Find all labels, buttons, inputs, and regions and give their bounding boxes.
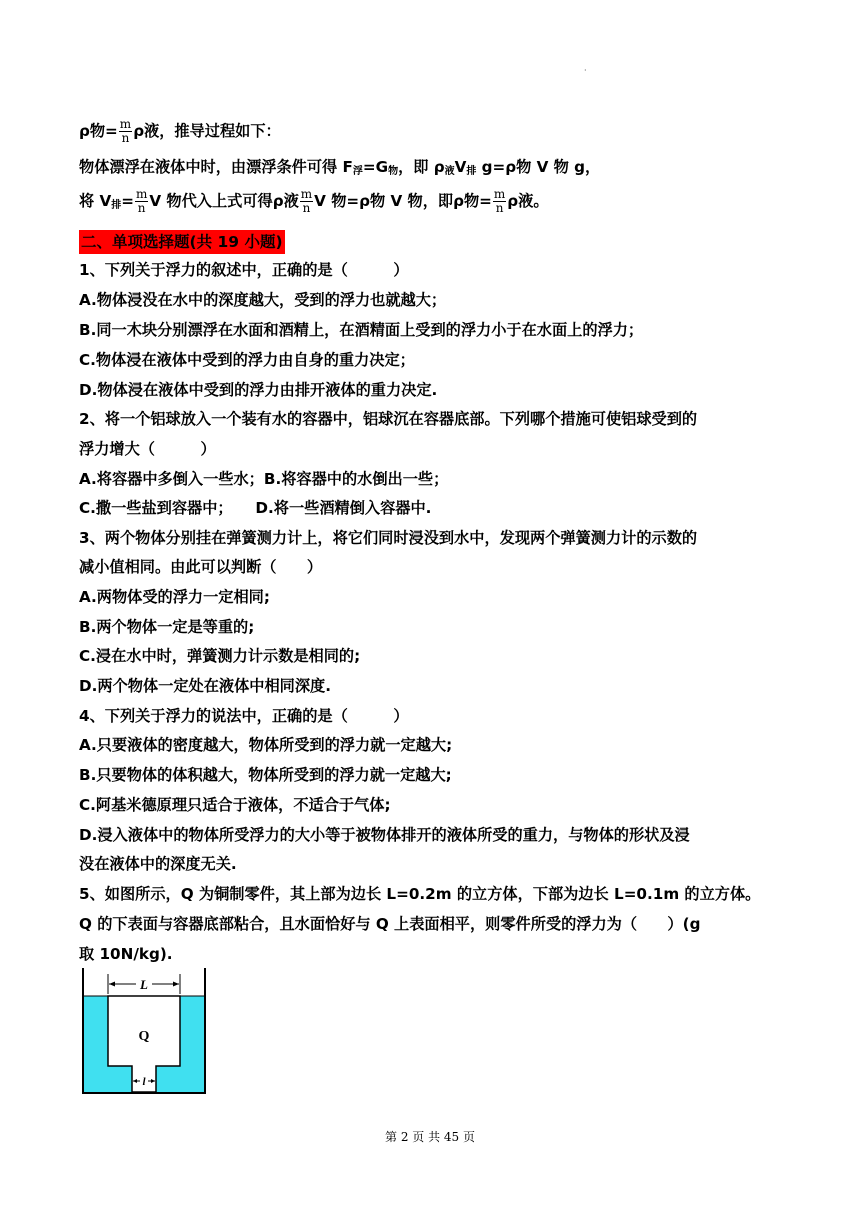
question-4-option-d-line-1: D.浸入液体中的物体所受浮力的大小等于被物体排开的液体所受的重力，与物体的形状及浸 [79,826,690,844]
question-4-option-a: A.只要液体的密度越大，物体所受到的浮力就一定越大; [79,736,453,754]
question-2-options-cd: C.撒一些盐到容器中； D.将一些酒精倒入容器中. [79,499,432,517]
question-2-line-1: 2、将一个铝球放入一个装有水的容器中，铝球沉在容器底部。下列哪个措施可使铝球受到的 [79,410,698,428]
question-3-option-b: B.两个物体一定是等重的; [79,618,255,636]
page-footer: 第 2 页 共 45 页 [385,1130,475,1144]
question-3-option-c: C.浸在水中时，弹簧测力计示数是相同的; [79,647,361,665]
question-3-option-a: A.两物体受的浮力一定相同; [79,588,270,606]
derivation-line-3: 将 $V_排=$ $\frac{m}{n}$ V 物代入上式可得ρ液 $\frac{m}{n}$ V 物=ρ物 V 物，即ρ物= $\frac{m}{n}$ ρ液。 [79,187,549,215]
question-4-option-b: B.只要物体的体积越大，物体所受到的浮力就一定越大; [79,766,452,784]
fraction-m-over-n: $\frac{m}{n}$ [119,117,132,145]
question-4-option-c: C.阿基米德原理只适合于液体，不适合于气体; [79,796,391,814]
derivation-tail-text: ρ液，推导过程如下： [133,122,281,140]
question-5-line-2: Q 的下表面与容器底部粘合，且水面恰好与 Q 上表面相平，则零件所受的浮力为（ ）(g [79,915,701,933]
question-5-line-3: 取 10N/kg). [79,945,173,963]
question-1-option-c: C.物体浸在液体中受到的浮力由自身的重力决定； [79,351,415,369]
fraction-m-over-n: $\frac{m}{n}$ [135,187,148,215]
question-4: 4、下列关于浮力的说法中，正确的是（ ） [79,707,409,725]
question-3-option-d: D.两个物体一定处在液体中相同深度. [79,677,331,695]
question-2-line-2: 浮力增大（ ） [79,440,216,458]
question-3-line-1: 3、两个物体分别挂在弹簧测力计上，将它们同时浸没到水中，发现两个弹簧测力计的示数的 [79,529,698,547]
fraction-m-over-n: $\frac{m}{n}$ [493,187,506,215]
dimension-label-L: L [140,977,148,992]
rho-object-text: ρ物= [79,122,118,140]
fraction-m-over-n: $\frac{m}{n}$ [300,187,313,215]
question-1-option-a: A.物体浸没在水中的深度越大，受到的浮力也就越大； [79,291,447,309]
question-1-option-b: B.同一木块分别漂浮在水面和酒精上，在酒精面上受到的浮力小于在水面上的浮力； [79,321,644,339]
question-5-line-1: 5、如图所示，Q 为铜制零件，其上部为边长 L=0.2m 的立方体，下部为边长 L=0.1m 的立方体。 [79,885,761,903]
question-1-option-d: D.物体浸在液体中受到的浮力由排开液体的重力决定. [79,381,438,399]
header-dot: · [584,66,587,75]
question-1: 1、下列关于浮力的叙述中，正确的是（ ） [79,261,409,279]
part-label-Q: Q [138,1029,150,1044]
section-title: 二、单项选择题(共 19 小题) [79,230,285,254]
container-diagram [78,966,210,1096]
derivation-line-2: 物体漂浮在液体中时，由漂浮条件可得 $F_浮=G_物$，即 $\rho_液V_排$ g=ρ物 V 物 g， [79,158,601,177]
question-4-option-d-line-2: 没在液体中的深度无关. [79,855,237,873]
dimension-label-l: l [142,1076,146,1088]
question-3-line-2: 减小值相同。由此可以判断（ ） [79,558,322,576]
derivation-line-1 [79,118,281,145]
question-2-options-ab: A.将容器中多倒入一些水；B.将容器中的水倒出一些； [79,470,449,488]
